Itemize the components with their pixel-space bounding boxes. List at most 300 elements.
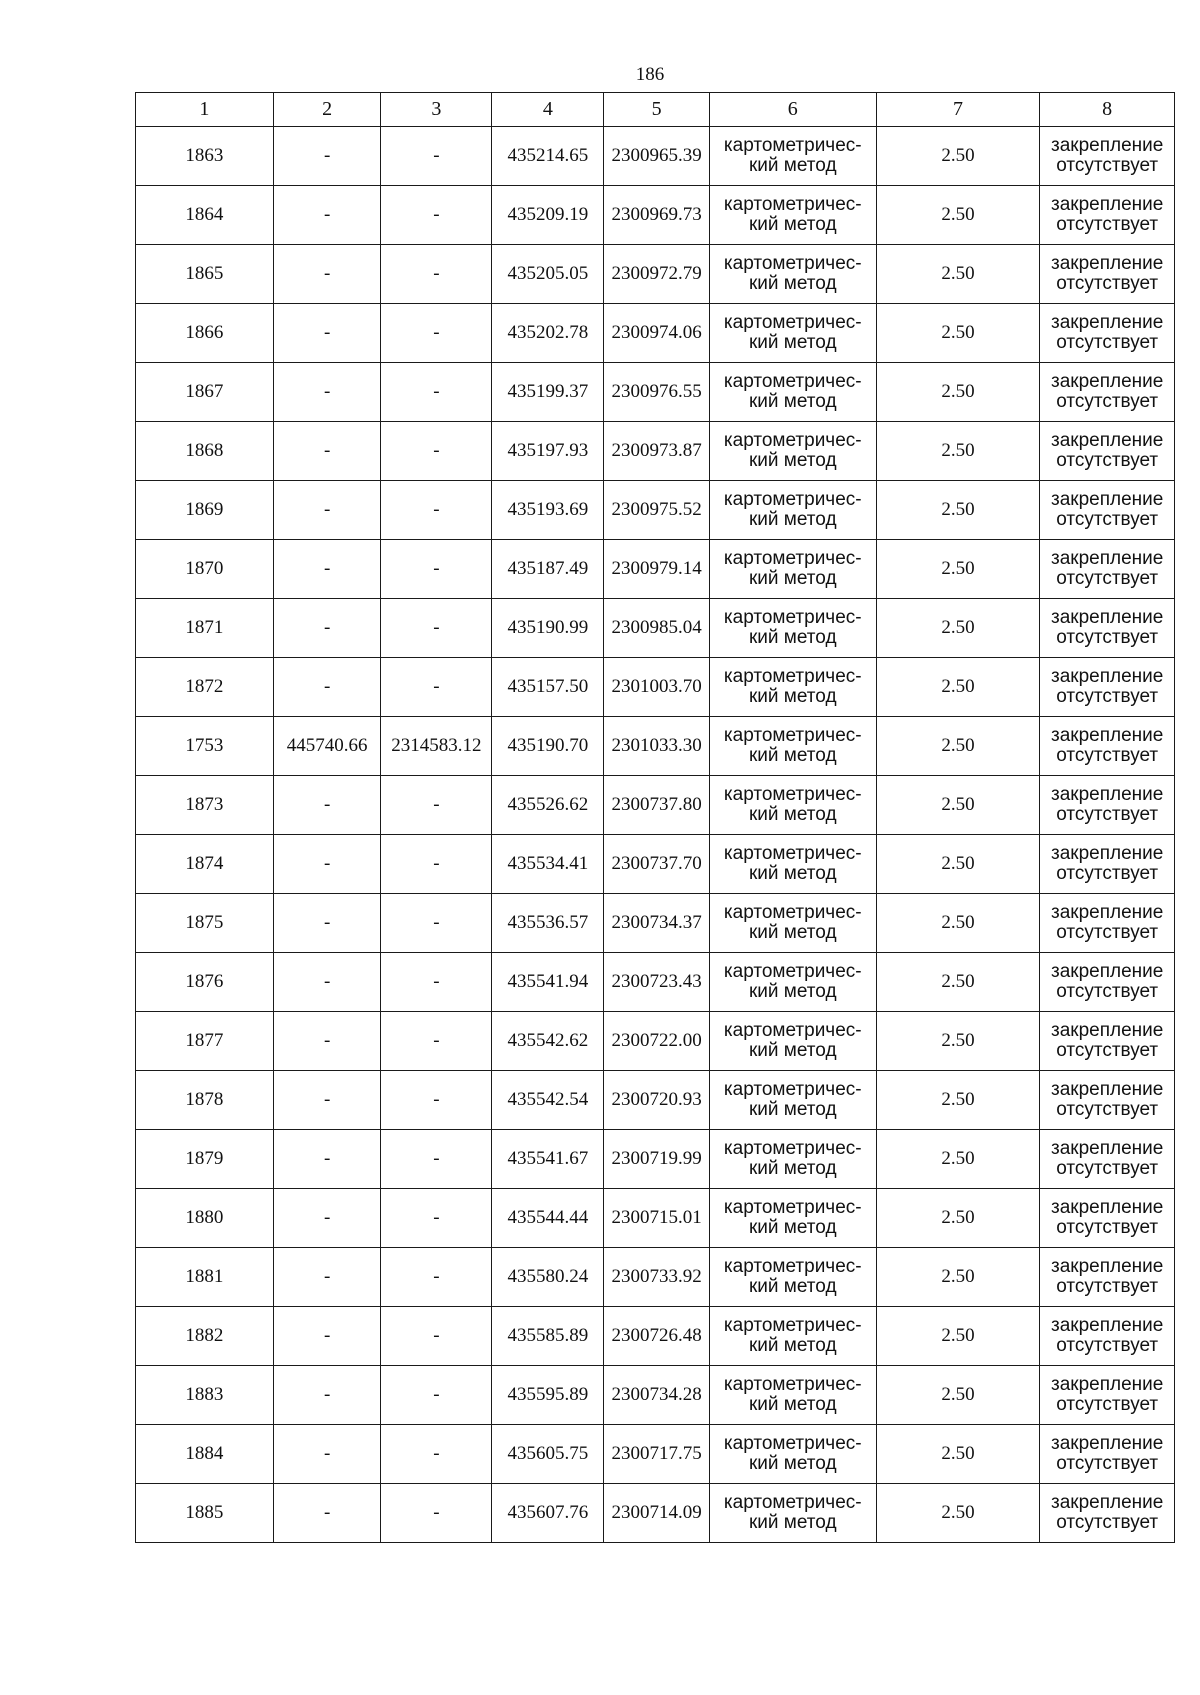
column-header-8: 8 [1040,93,1175,127]
cell-new-x: 435542.62 [492,1012,604,1071]
table-row [136,245,1175,304]
cell-new-x: 435607.76 [492,1484,604,1543]
cell-fixation-line: отсутствует [1056,745,1159,766]
cell-new-x: 435157.50 [492,658,604,717]
cell-accuracy: 2.50 [876,363,1040,422]
cell-new-y: 2300723.43 [604,953,710,1012]
cell-fixation-line: закрепление [1051,1256,1164,1277]
cell-fixation-line: закрепление [1051,666,1164,687]
cell-fixation [1040,894,1175,953]
cell-new-y: 2300722.00 [604,1012,710,1071]
cell-new-x: 435197.93 [492,422,604,481]
cell-method-line: кий метод [748,1394,837,1415]
cell-fixation [1040,717,1175,776]
cell-accuracy: 2.50 [876,540,1040,599]
cell-method-line: кий метод [748,686,837,707]
cell-fixation [1040,1307,1175,1366]
cell-old-x: - [273,1307,381,1366]
cell-fixation-line: отсутствует [1056,391,1159,412]
cell-new-y: 2300976.55 [604,363,710,422]
cell-accuracy: 2.50 [876,1307,1040,1366]
cell-accuracy: 2.50 [876,835,1040,894]
table-row [136,658,1175,717]
cell-new-x: 435541.67 [492,1130,604,1189]
cell-fixation-line: закрепление [1051,607,1164,628]
cell-point-number: 1875 [136,894,274,953]
cell-accuracy: 2.50 [876,1484,1040,1543]
cell-old-y: - [381,1071,492,1130]
cell-old-y: - [381,835,492,894]
cell-fixation [1040,1189,1175,1248]
cell-old-y: - [381,776,492,835]
cell-new-x: 435595.89 [492,1366,604,1425]
cell-method-line: кий метод [748,1453,837,1474]
cell-old-y: - [381,599,492,658]
cell-old-x: - [273,304,381,363]
cell-point-number: 1873 [136,776,274,835]
cell-method [709,894,876,953]
cell-method [709,776,876,835]
cell-method-line: кий метод [748,863,837,884]
cell-fixation [1040,1484,1175,1543]
table-row [136,422,1175,481]
cell-method-line: картометричес- [723,1374,862,1395]
cell-new-y: 2301033.30 [604,717,710,776]
cell-old-y: - [381,304,492,363]
cell-method [709,1071,876,1130]
cell-method [709,1425,876,1484]
cell-fixation-line: закрепление [1051,1079,1164,1100]
cell-method [709,1189,876,1248]
cell-new-x: 435214.65 [492,127,604,186]
cell-fixation [1040,1248,1175,1307]
cell-fixation-line: отсутствует [1056,450,1159,471]
cell-new-x: 435193.69 [492,481,604,540]
cell-fixation-line: закрепление [1051,961,1164,982]
cell-fixation [1040,953,1175,1012]
cell-fixation-line: отсутствует [1056,273,1159,294]
cell-old-y: - [381,1189,492,1248]
cell-old-x: - [273,658,381,717]
cell-new-x: 435205.05 [492,245,604,304]
cell-fixation-line: отсутствует [1056,509,1159,530]
cell-new-x: 435187.49 [492,540,604,599]
cell-old-y: - [381,1130,492,1189]
cell-old-y: 2314583.12 [381,717,492,776]
cell-fixation-line: закрепление [1051,312,1164,333]
cell-method-line: кий метод [748,1099,837,1120]
cell-old-x: - [273,1012,381,1071]
cell-fixation-line: закрепление [1051,371,1164,392]
cell-method-line: картометричес- [723,961,862,982]
cell-new-x: 435202.78 [492,304,604,363]
cell-method [709,304,876,363]
cell-method-line: кий метод [748,273,837,294]
cell-method-line: картометричес- [723,135,862,156]
cell-fixation [1040,363,1175,422]
cell-fixation-line: отсутствует [1056,1276,1159,1297]
cell-method-line: кий метод [748,1158,837,1179]
cell-fixation-line: закрепление [1051,253,1164,274]
cell-accuracy: 2.50 [876,127,1040,186]
cell-fixation [1040,481,1175,540]
cell-old-y: - [381,1012,492,1071]
cell-fixation-line: закрепление [1051,1374,1164,1395]
column-header-6: 6 [709,93,876,127]
cell-old-y: - [381,422,492,481]
cell-new-y: 2300737.80 [604,776,710,835]
cell-accuracy: 2.50 [876,1189,1040,1248]
cell-method-line: кий метод [748,804,837,825]
cell-new-y: 2300734.28 [604,1366,710,1425]
table-row [136,717,1175,776]
table-row [136,1307,1175,1366]
cell-method-line: картометричес- [723,1020,862,1041]
cell-new-y: 2300965.39 [604,127,710,186]
cell-point-number: 1865 [136,245,274,304]
table-row [136,1425,1175,1484]
cell-method-line: кий метод [748,450,837,471]
cell-old-x: - [273,1189,381,1248]
cell-fixation-line: закрепление [1051,135,1164,156]
cell-point-number: 1876 [136,953,274,1012]
cell-accuracy: 2.50 [876,186,1040,245]
cell-new-x: 435534.41 [492,835,604,894]
column-header-7: 7 [876,93,1040,127]
cell-new-y: 2300969.73 [604,186,710,245]
cell-fixation-line: отсутствует [1056,686,1159,707]
column-header-2: 2 [273,93,381,127]
cell-method-line: картометричес- [723,253,862,274]
cell-fixation-line: закрепление [1051,194,1164,215]
cell-fixation-line: отсутствует [1056,1335,1159,1356]
table-row [136,1130,1175,1189]
cell-accuracy: 2.50 [876,894,1040,953]
column-header-1: 1 [136,93,274,127]
cell-method-line: кий метод [748,214,837,235]
cell-method-line: кий метод [748,155,837,176]
column-header-4: 4 [492,93,604,127]
cell-new-y: 2300973.87 [604,422,710,481]
cell-old-y: - [381,363,492,422]
cell-old-x: - [273,363,381,422]
cell-method-line: картометричес- [723,1492,862,1513]
cell-fixation-line: закрепление [1051,843,1164,864]
cell-point-number: 1871 [136,599,274,658]
column-header-3: 3 [381,93,492,127]
table-row [136,540,1175,599]
cell-accuracy: 2.50 [876,658,1040,717]
cell-old-x: - [273,127,381,186]
cell-new-x: 435199.37 [492,363,604,422]
cell-point-number: 1869 [136,481,274,540]
cell-old-x: - [273,540,381,599]
cell-fixation-line: отсутствует [1056,863,1159,884]
cell-old-x: - [273,1366,381,1425]
cell-new-y: 2300715.01 [604,1189,710,1248]
cell-new-y: 2300979.14 [604,540,710,599]
cell-method-line: картометричес- [723,312,862,333]
cell-new-x: 435209.19 [492,186,604,245]
cell-method-line: картометричес- [723,666,862,687]
table-header-row [136,93,1175,127]
cell-accuracy: 2.50 [876,1071,1040,1130]
cell-method [709,1248,876,1307]
cell-fixation-line: отсутствует [1056,627,1159,648]
cell-fixation [1040,186,1175,245]
table-row [136,599,1175,658]
cell-point-number: 1870 [136,540,274,599]
cell-method-line: картометричес- [723,1197,862,1218]
cell-new-y: 2300720.93 [604,1071,710,1130]
table-row [136,1189,1175,1248]
cell-method [709,1366,876,1425]
cell-method [709,186,876,245]
cell-fixation-line: отсутствует [1056,1512,1159,1533]
cell-method-line: картометричес- [723,194,862,215]
cell-fixation [1040,422,1175,481]
cell-new-x: 435580.24 [492,1248,604,1307]
cell-method-line: картометричес- [723,1315,862,1336]
cell-fixation [1040,1130,1175,1189]
cell-method-line: кий метод [748,332,837,353]
table-row [136,481,1175,540]
table-row [136,1012,1175,1071]
cell-fixation-line: закрепление [1051,1020,1164,1041]
cell-accuracy: 2.50 [876,776,1040,835]
cell-old-x: - [273,1248,381,1307]
cell-point-number: 1867 [136,363,274,422]
page-number-wrapper [0,64,1200,86]
cell-method [709,1130,876,1189]
cell-method [709,599,876,658]
cell-accuracy: 2.50 [876,1248,1040,1307]
cell-method-line: кий метод [748,922,837,943]
cell-method-line: картометричес- [723,489,862,510]
cell-new-y: 2300726.48 [604,1307,710,1366]
cell-old-x: - [273,186,381,245]
cell-old-x: - [273,599,381,658]
cell-method-line: кий метод [748,1217,837,1238]
cell-method [709,717,876,776]
cell-new-y: 2300974.06 [604,304,710,363]
table-row [136,186,1175,245]
cell-method-line: кий метод [748,509,837,530]
cell-point-number: 1885 [136,1484,274,1543]
cell-accuracy: 2.50 [876,599,1040,658]
cell-old-y: - [381,540,492,599]
cell-point-number: 1868 [136,422,274,481]
cell-fixation-line: закрепление [1051,1315,1164,1336]
coordinates-table [135,92,1175,1543]
cell-fixation-line: закрепление [1051,902,1164,923]
cell-fixation-line: отсутствует [1056,1394,1159,1415]
cell-fixation [1040,1425,1175,1484]
cell-fixation-line: отсутствует [1056,568,1159,589]
cell-method-line: картометричес- [723,371,862,392]
cell-accuracy: 2.50 [876,422,1040,481]
cell-fixation [1040,1071,1175,1130]
cell-method-line: картометричес- [723,784,862,805]
cell-accuracy: 2.50 [876,1012,1040,1071]
cell-new-x: 435536.57 [492,894,604,953]
cell-method-line: кий метод [748,1512,837,1533]
cell-point-number: 1884 [136,1425,274,1484]
cell-fixation-line: закрепление [1051,784,1164,805]
cell-fixation-line: закрепление [1051,548,1164,569]
cell-fixation-line: отсутствует [1056,922,1159,943]
cell-method [709,658,876,717]
cell-method-line: кий метод [748,627,837,648]
cell-method-line: картометричес- [723,1138,862,1159]
cell-old-x: - [273,1484,381,1543]
cell-point-number: 1753 [136,717,274,776]
table-row [136,1366,1175,1425]
cell-old-x: - [273,1425,381,1484]
cell-new-y: 2300972.79 [604,245,710,304]
cell-method [709,540,876,599]
cell-method-line: картометричес- [723,843,862,864]
cell-fixation-line: закрепление [1051,1197,1164,1218]
cell-fixation-line: закрепление [1051,1433,1164,1454]
cell-new-x: 435190.70 [492,717,604,776]
cell-old-y: - [381,1425,492,1484]
cell-fixation [1040,1366,1175,1425]
cell-point-number: 1883 [136,1366,274,1425]
cell-old-x: - [273,1071,381,1130]
cell-accuracy: 2.50 [876,304,1040,363]
cell-fixation-line: закрепление [1051,1492,1164,1513]
cell-new-y: 2300719.99 [604,1130,710,1189]
cell-fixation [1040,1012,1175,1071]
cell-accuracy: 2.50 [876,1366,1040,1425]
cell-point-number: 1866 [136,304,274,363]
cell-new-y: 2300717.75 [604,1425,710,1484]
cell-old-y: - [381,658,492,717]
table-row [136,776,1175,835]
cell-fixation-line: отсутствует [1056,214,1159,235]
table-row [136,953,1175,1012]
cell-method [709,835,876,894]
cell-fixation [1040,304,1175,363]
cell-fixation-line: отсутствует [1056,1453,1159,1474]
cell-fixation [1040,599,1175,658]
cell-method-line: кий метод [748,745,837,766]
cell-point-number: 1878 [136,1071,274,1130]
cell-method-line: картометричес- [723,902,862,923]
cell-fixation-line: отсутствует [1056,1217,1159,1238]
cell-point-number: 1879 [136,1130,274,1189]
table-row [136,1248,1175,1307]
cell-method-line: кий метод [748,568,837,589]
cell-method-line: кий метод [748,1335,837,1356]
column-header-5: 5 [604,93,710,127]
cell-fixation [1040,127,1175,186]
cell-method [709,363,876,422]
table-row [136,1484,1175,1543]
cell-method [709,953,876,1012]
cell-accuracy: 2.50 [876,1425,1040,1484]
cell-method-line: кий метод [748,1276,837,1297]
cell-point-number: 1864 [136,186,274,245]
cell-fixation-line: закрепление [1051,725,1164,746]
cell-new-x: 435585.89 [492,1307,604,1366]
cell-method [709,481,876,540]
cell-method-line: картометричес- [723,725,862,746]
table-row [136,835,1175,894]
cell-old-y: - [381,953,492,1012]
cell-fixation-line: отсутствует [1056,981,1159,1002]
cell-new-y: 2301003.70 [604,658,710,717]
cell-fixation-line: отсутствует [1056,155,1159,176]
cell-fixation-line: закрепление [1051,1138,1164,1159]
cell-method [709,1012,876,1071]
cell-old-x: - [273,835,381,894]
cell-accuracy: 2.50 [876,245,1040,304]
page-number: 186 [635,64,665,85]
cell-old-x: - [273,422,381,481]
table-row [136,363,1175,422]
cell-old-x: - [273,1130,381,1189]
cell-new-x: 435541.94 [492,953,604,1012]
cell-method-line: кий метод [748,981,837,1002]
cell-old-y: - [381,186,492,245]
table-row [136,304,1175,363]
cell-method [709,127,876,186]
cell-method [709,1307,876,1366]
cell-point-number: 1872 [136,658,274,717]
cell-method [709,245,876,304]
cell-old-y: - [381,245,492,304]
cell-method-line: картометричес- [723,607,862,628]
cell-accuracy: 2.50 [876,1130,1040,1189]
cell-old-x: - [273,953,381,1012]
cell-old-y: - [381,894,492,953]
cell-point-number: 1882 [136,1307,274,1366]
cell-method-line: картометричес- [723,1079,862,1100]
table-body [136,127,1175,1543]
cell-accuracy: 2.50 [876,481,1040,540]
cell-point-number: 1880 [136,1189,274,1248]
cell-fixation-line: отсутствует [1056,1040,1159,1061]
cell-accuracy: 2.50 [876,717,1040,776]
cell-fixation [1040,540,1175,599]
table-row [136,1071,1175,1130]
cell-fixation [1040,835,1175,894]
cell-new-y: 2300734.37 [604,894,710,953]
cell-new-y: 2300714.09 [604,1484,710,1543]
cell-old-x: - [273,894,381,953]
cell-method [709,1484,876,1543]
cell-method-line: картометричес- [723,430,862,451]
cell-point-number: 1874 [136,835,274,894]
cell-method-line: картометричес- [723,548,862,569]
cell-new-x: 435605.75 [492,1425,604,1484]
cell-old-x: - [273,776,381,835]
cell-old-y: - [381,127,492,186]
cell-new-x: 435526.62 [492,776,604,835]
cell-fixation-line: закрепление [1051,430,1164,451]
cell-new-y: 2300985.04 [604,599,710,658]
cell-new-x: 435544.44 [492,1189,604,1248]
cell-method-line: картометричес- [723,1433,862,1454]
cell-old-y: - [381,1484,492,1543]
cell-old-y: - [381,481,492,540]
cell-old-x: - [273,245,381,304]
cell-old-x: - [273,481,381,540]
cell-point-number: 1877 [136,1012,274,1071]
cell-point-number: 1881 [136,1248,274,1307]
